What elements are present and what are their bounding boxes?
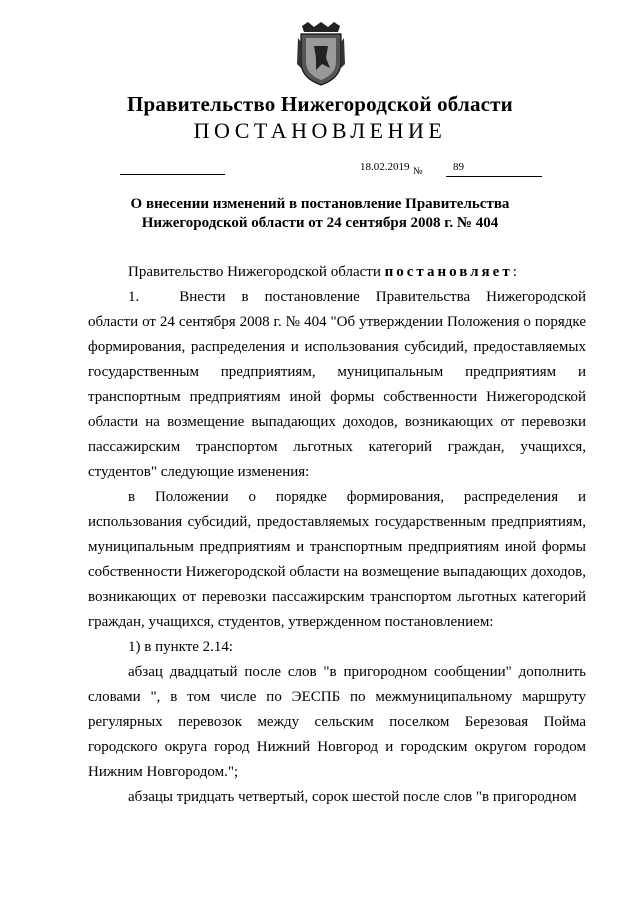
intro-paragraph [88, 260, 586, 285]
document-type: ПОСТАНОВЛЕНИЕ [193, 118, 447, 143]
number-underline [446, 176, 542, 177]
document-body [88, 260, 586, 810]
item-1-number: 1. [128, 289, 140, 305]
date-underline [120, 174, 225, 175]
number-label: № [413, 166, 423, 177]
intro-verb: постановляет [384, 264, 513, 280]
document-number: 89 [453, 161, 464, 173]
government-name: Правительство Нижегородской области [127, 92, 513, 116]
paragraph-3: абзац двадцатый после слов "в пригородном сообщении" дополнить словами ", в том числе по ЭЕСПБ по межмуниципальному маршруту регулярных перевозок между сельским поселком Березовая Пойма городского округа город Нижний Новгород и городским округом городом Нижним Новгородом."; [88, 664, 586, 780]
item-1-paragraph [88, 285, 586, 485]
intro-prefix: Правительство Нижегородской области [128, 264, 381, 280]
subitem-1: 1) в пункте 2.14: [128, 639, 234, 655]
document-date: 18.02.2019 [360, 161, 410, 173]
item-1-text: Внести в постановление Правительства Нижегородской области от 24 сентября 2008 г. № 404 "Об утверждении Положения о порядке формирования, распределения и использования субсидий, предоставляемых государственным предприятиям, муниципальным предприятиям и транспортным предприятиям иной формы собственности Нижегородской области на возмещение выпадающих доходов, возникающих от перевозки пассажирским транспортом льготных категорий граждан, учащихся, студентов" следующие изменения: [88, 289, 586, 480]
paragraph-4: абзацы тридцать четвертый, сорок шестой после слов "в пригородном [128, 789, 577, 805]
coat-of-arms-emblem [296, 22, 346, 86]
intro-colon: : [512, 264, 517, 280]
document-heading: О внесении изменений в постановление Правительства Нижегородской области от 24 сентября 2008 г. № 404 [130, 196, 510, 231]
paragraph-2: в Положении о порядке формирования, распределения и использования субсидий, предоставляемых государственным предприятиям, муниципальным предприятиям и транспортным предприятиям иной формы собственности Нижегородской области на возмещение выпадающих доходов, возникающих от перевозки пассажирским транспортом льготных категорий граждан, учащихся, студентов, утвержденном постановлением: [88, 489, 586, 630]
